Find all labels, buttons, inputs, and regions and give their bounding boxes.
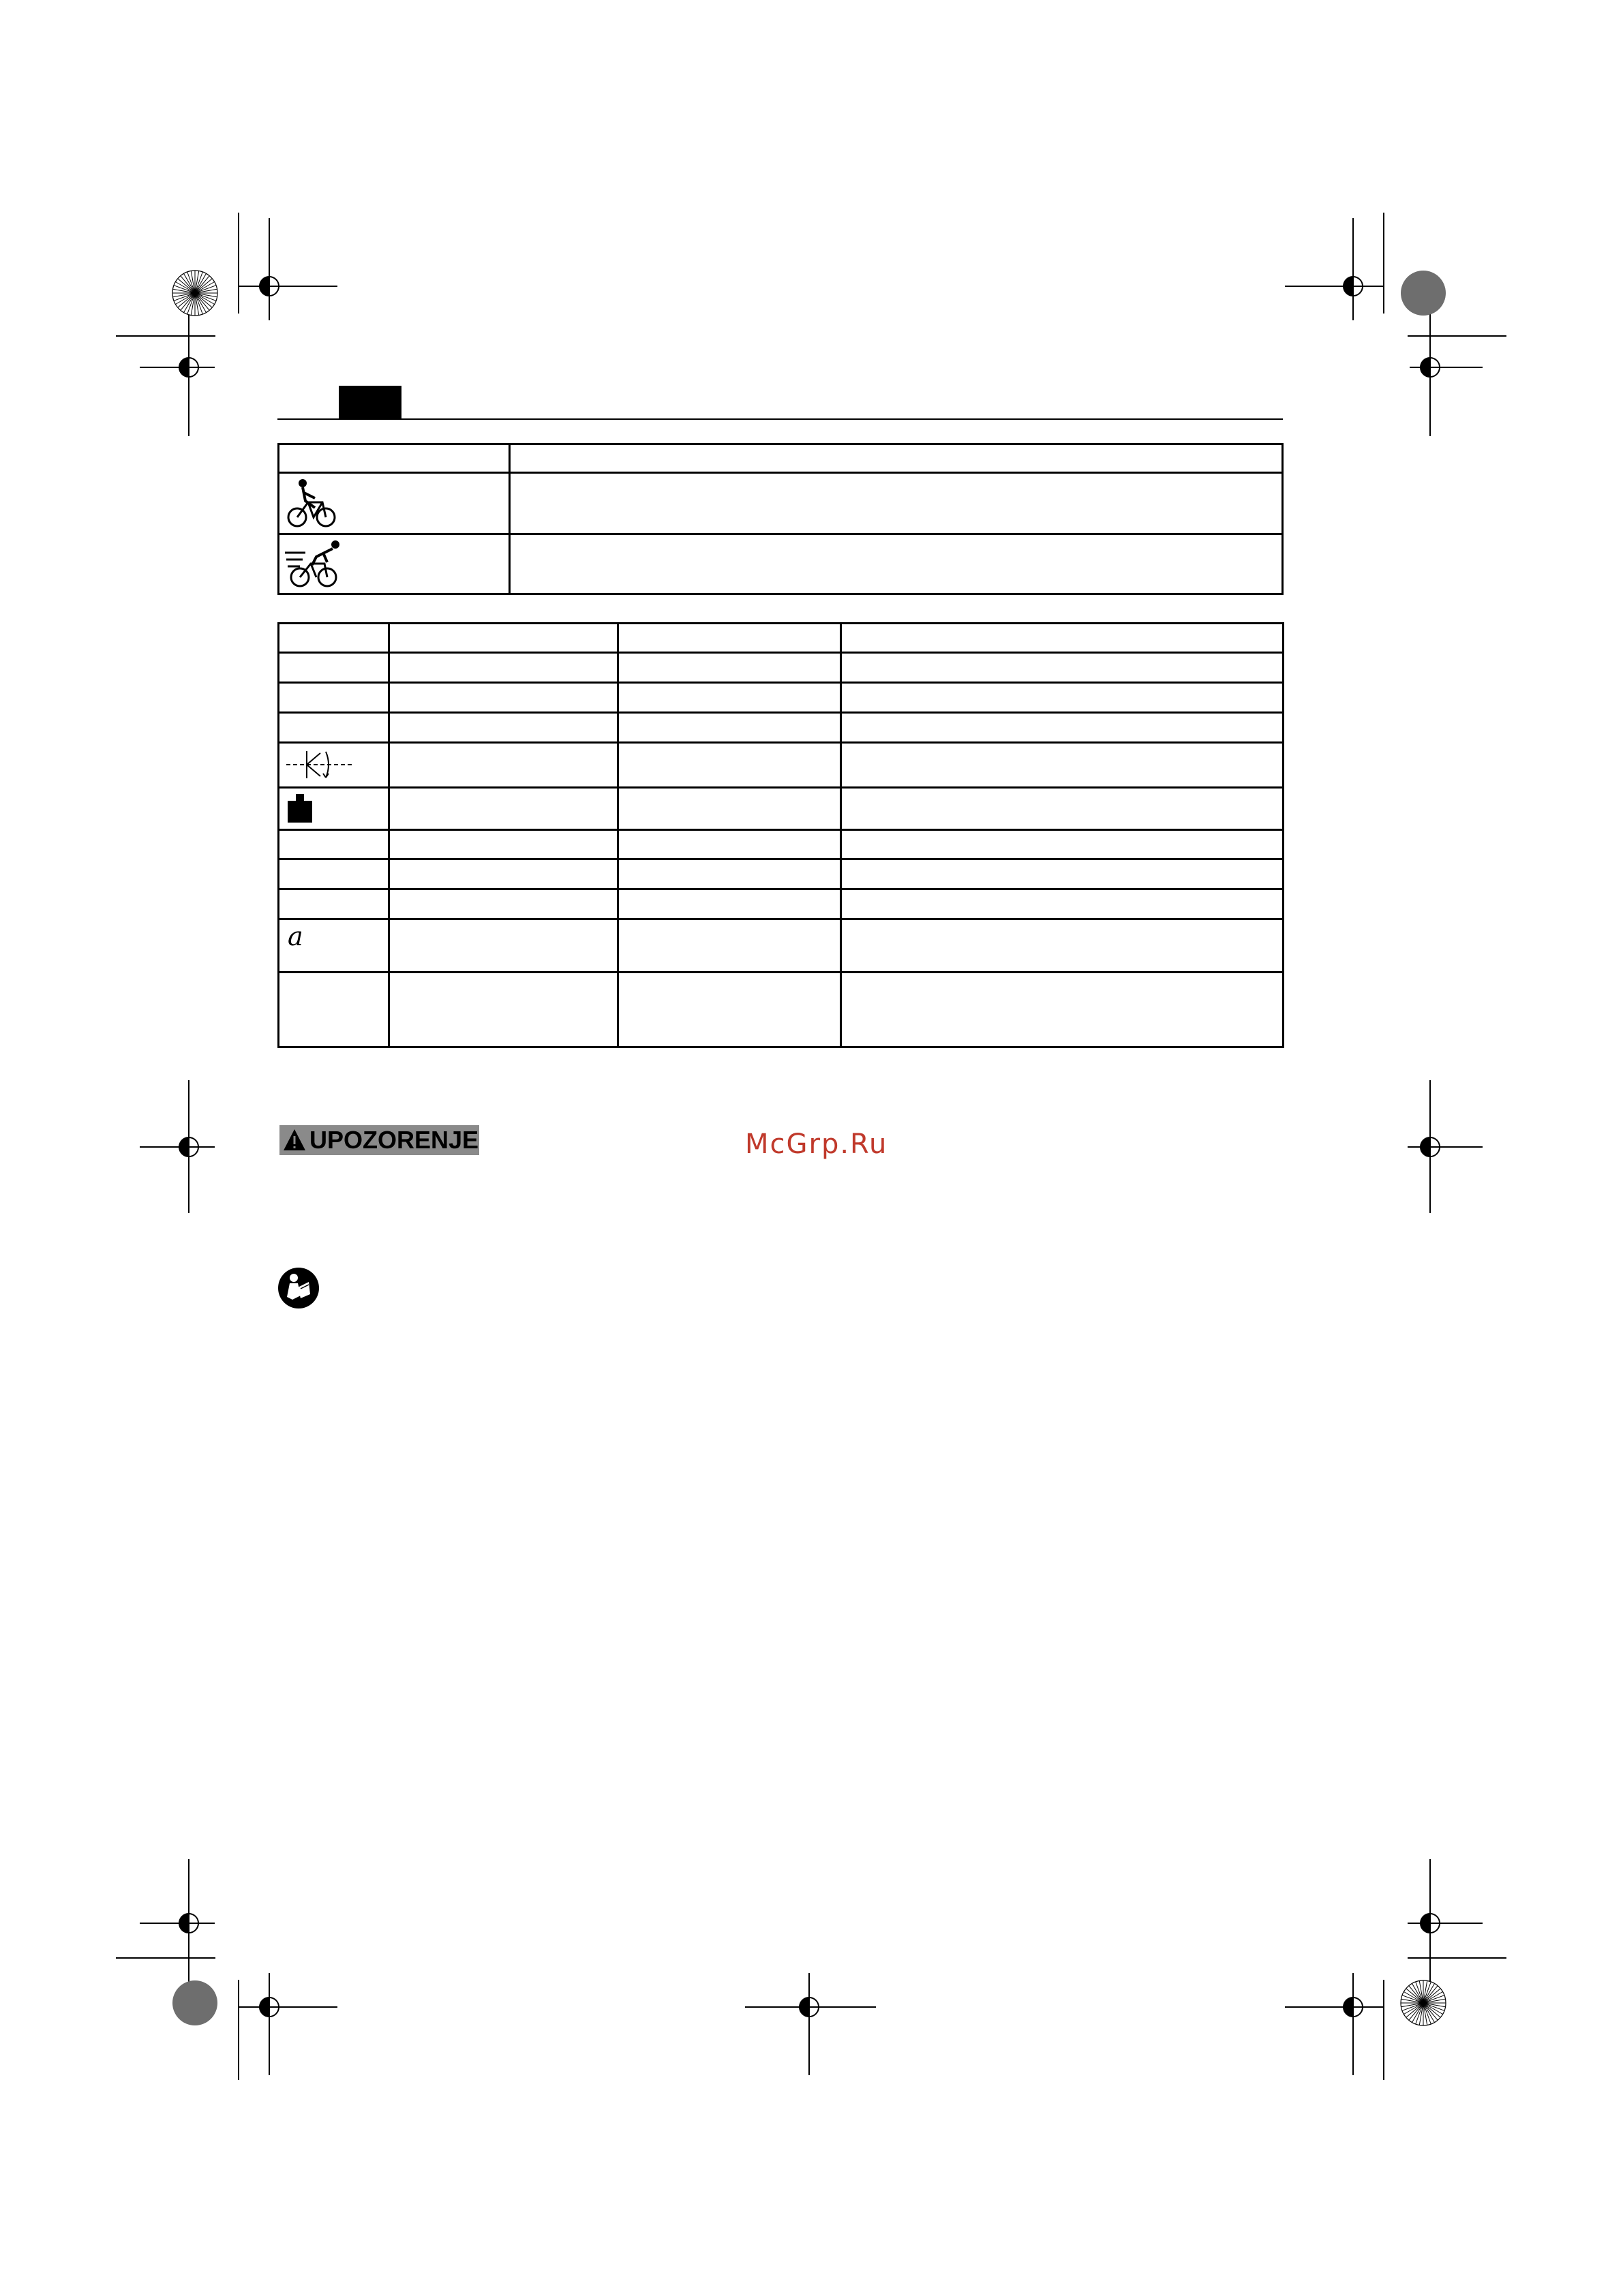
- warning-label: UPOZORENJE: [309, 1126, 479, 1154]
- italic-a-symbol: a: [288, 921, 303, 951]
- watermark-text: McGrp.Ru: [745, 1129, 888, 1160]
